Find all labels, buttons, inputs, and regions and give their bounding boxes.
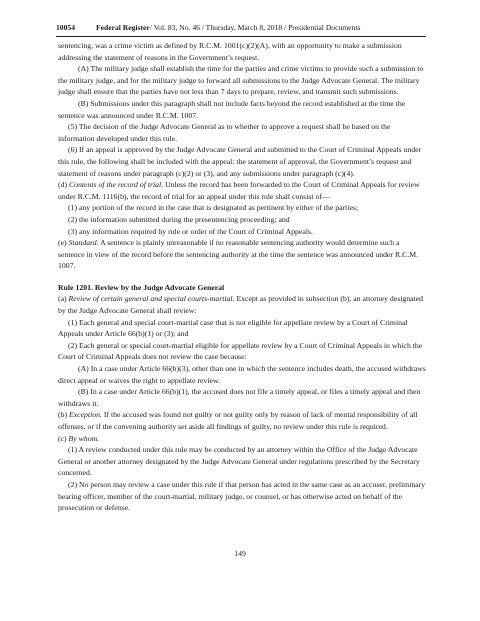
subsection-title: Standard. — [68, 238, 99, 248]
paragraph: sentencing, was a crime victim as defined by R.C.M. 1001(c)(2)(A), with an opportunity to make a submission addressing the statement of reasons in the Government’s request. — [58, 41, 402, 62]
paragraph: (A) In a case under Article 66(b)(3), other than one in which the sentence includes death, the accused withdraws direct appeal or waives the right to appellate review. — [58, 364, 426, 385]
paragraph — [58, 179, 426, 202]
document-body — [58, 40, 426, 514]
subsection-text: If the accused was found not guilty or not guilty only by reason of lack of mental responsibility of all offenses, or if the convening authority set aside all findings of guilty, no review under this rule is required. — [58, 410, 418, 431]
paragraph — [58, 433, 426, 445]
paragraph: (B) In a case under Article 66(b)(1), the accused does not file a timely appeal, or files a timely appeal and then withdraws it. — [58, 387, 421, 408]
paragraph: (1) A review conducted under this rule may be conducted by an attorney within the Office of the Judge Advocate General or another attorney designated by the Judge Advocate General under regulations prescribed by the Secretary concerned. — [58, 445, 420, 478]
paragraph — [58, 237, 426, 272]
subsection-title: Review of certain general and special courts-martial. — [68, 294, 235, 304]
page-footer-number: 149 — [234, 549, 246, 558]
header-journal-title: Federal Register — [96, 23, 150, 32]
subsection-label: (c) — [58, 433, 69, 443]
subsection-text: Except as provided in subsection (b), an attorney designated by the Judge Advocate General shall review: — [58, 294, 424, 316]
subsection-label: (a) — [58, 294, 69, 304]
subsection-label: (e) — [58, 238, 69, 248]
paragraph: (3) any information required by rule or order of the Court of Criminal Appeals. — [68, 226, 313, 236]
paragraph — [58, 293, 426, 316]
rule-heading: Rule 1201. Review by the Judge Advocate General — [58, 282, 225, 292]
paragraph: (2) the information submitted during the presentencing proceeding; and — [68, 214, 290, 224]
paragraph: (2) Each general or special court-martial eligible for appellate review by a Court of Criminal Appeals in which the Court of Criminal Appeals does not review the case because: — [58, 340, 423, 362]
page-header — [56, 22, 426, 34]
paragraph — [58, 409, 426, 432]
paragraph: (A) The military judge shall establish the time for the parties and crime victims to provide such a submission to the military judge, and for the military judge to forward all submissions to the Judge Advocate General. The military judge shall ensure that the parties have not less than 7 days to prepare, review, and transmit such submissions. — [58, 64, 424, 97]
paragraph: (5) The decision of the Judge Advocate General as to whether to approve a request shall be based on the information developed under this rule. — [58, 122, 391, 143]
header-page-number: 10054 — [56, 23, 75, 32]
paragraph: (1) Each general and special court-martial case that is not eligible for appellate review by a Court of Criminal Appeals under Article 66(b)(1) or (3); and — [58, 317, 408, 339]
subsection-text: A sentence is plainly unreasonable if no reasonable sentencing authority would determine such a sentence in view of the record before the sentencing authority at the time the sentence was announced under R.C.M. 1007. — [58, 238, 419, 271]
paragraph: (B) Submissions under this paragraph shall not include facts beyond the record established at the time the sentence was announced under R.C.M. 1007. — [58, 98, 406, 120]
paragraph: (1) any portion of the record in the case that is designated as pertinent by either of the parties; — [68, 203, 359, 213]
subsection-title: By whom. — [68, 433, 100, 443]
paragraph: (2) No person may review a case under this rule if that person has acted in the same case as an accuser, preliminary hearing officer, member of the court-martial, military judge, or counsel, or has otherwise acted on behalf of the prosecution or defense. — [58, 479, 426, 513]
subsection-label: (b) — [58, 410, 69, 420]
subsection-title: Contents of the record of trial. — [68, 180, 164, 190]
subsection-label: (d) — [58, 180, 69, 190]
subsection-text: Unless the record has been forwarded to the Court of Criminal Appeals for review under R.C.M. 1116(b), the record of trial for an appeal under this rule shall consist of— — [58, 180, 420, 201]
header-divider — [56, 36, 426, 37]
subsection-title: Exception. — [68, 410, 102, 420]
header-issue-info: / Vol. 83, No. 46 / Thursday, March 8, 2018 / Presidential Documents — [149, 23, 361, 32]
paragraph: (6) If an appeal is approved by the Judge Advocate General and submitted to the Court of Criminal Appeals under this rule, the following shall be included with the appeal: the statement of approval, the Government’s request and statement of reasons under paragraph (c)(2) or (3), and any submissions under paragraph (c)(4). — [58, 145, 422, 178]
